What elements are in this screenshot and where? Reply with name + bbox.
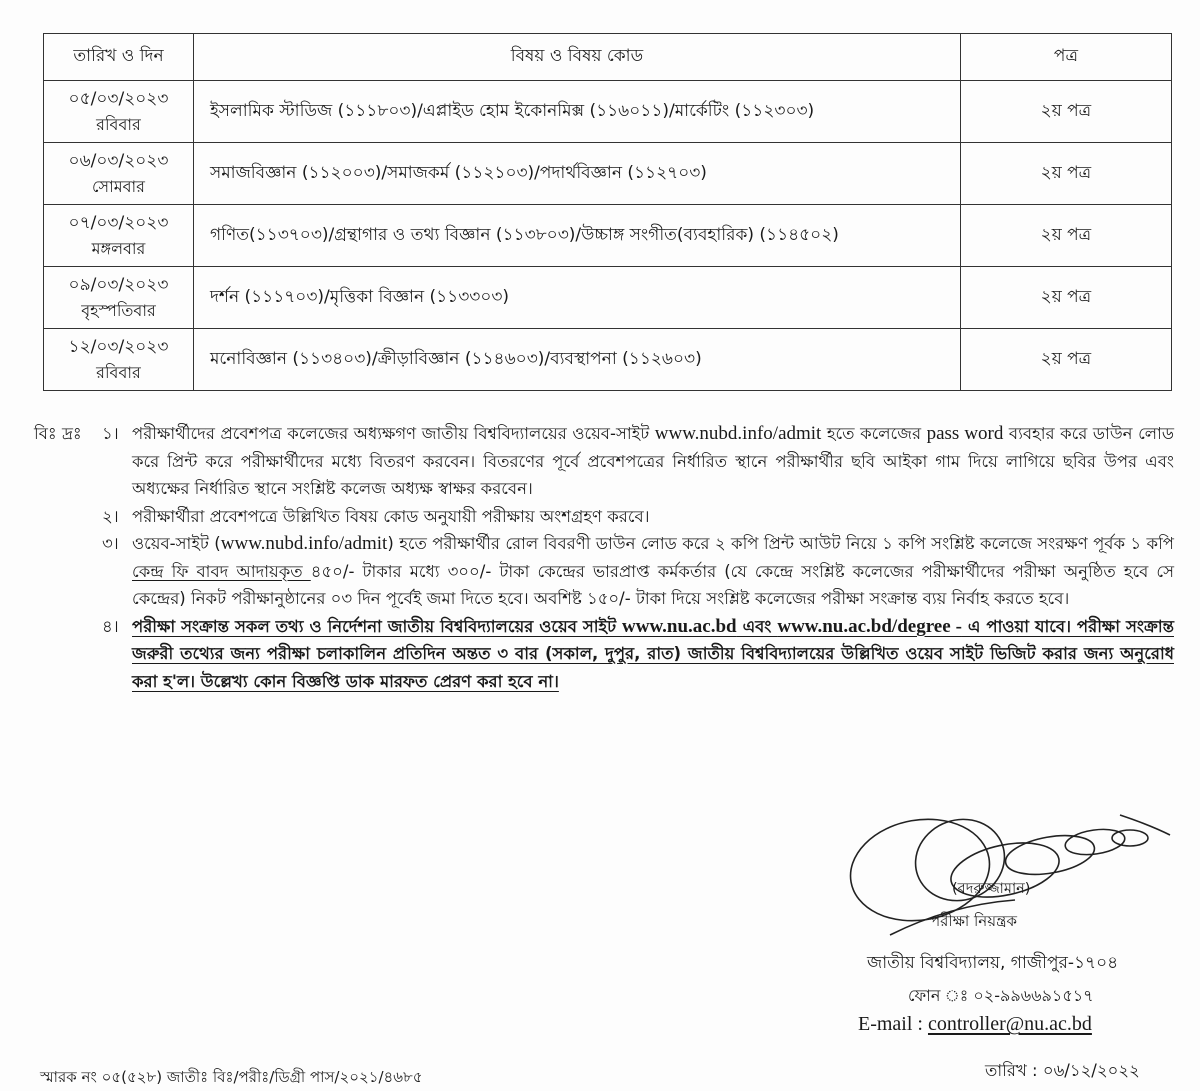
- date-cell: [44, 267, 194, 329]
- issue-date: তারিখ : ০৬/১২/২০২২: [985, 1061, 1140, 1080]
- admit-url-link[interactable]: www.nubd.info/admit: [654, 423, 822, 444]
- note-number: ৩।: [102, 534, 119, 553]
- header-subject: বিষয় ও বিষয় কোড: [193, 34, 960, 81]
- note-text-part: ব্যবহার করে ডাউন লোড করে প্রিন্ট করে পরীক্ষার্থীদের মধ্যে বিতরণ করবেন। বিতরণের পূর্বে প্রবেশপত্রের নির্ধারিত স্থানে পরীক্ষার্থীর ছবি আইকা গাম দিয়ে লাগিয়ে ছবির উপর এবং অধ্যক্ষের নির্ধারিত স্থানে সংশ্লিষ্ট কলেজ অধ্যক্ষ স্বাক্ষর করবেন।: [132, 424, 1174, 498]
- table-header-row: [44, 34, 1172, 81]
- exam-date: ০৭/০৩/২০২৩: [68, 212, 169, 233]
- note-text: [104, 530, 1174, 613]
- note-number: ২।: [102, 506, 119, 526]
- email-link[interactable]: controller@nu.ac.bd: [927, 1013, 1092, 1035]
- note-item-3: [34, 530, 1174, 613]
- admit-url-link[interactable]: www.nubd.info/admit: [220, 533, 388, 554]
- exam-date: ০৫/০৩/২০২৩: [68, 88, 169, 109]
- exam-day: সোমবার: [92, 176, 145, 196]
- center-fee-emphasis: কেন্দ্র ফি বাবদ আদায়কৃত: [132, 561, 311, 581]
- exam-day: রবিবার: [96, 362, 141, 382]
- note-text-part: ওয়েব-সাইট (: [132, 534, 221, 553]
- note-text-part: ৪৫০/- টাকার মধ্যে ৩০০/- টাকা কেন্দ্রের ভারপ্রাপ্ত কর্মকর্তার (যে কেন্দ্রে সংশ্লিষ্ট কলেজের পরীক্ষার্থীদের পরীক্ষা অনুষ্ঠিত হবে সে কেন্দ্রের) নিকট পরীক্ষানুষ্ঠানের ০৩ দিন পূর্বেই জমা দিতে হবে। অবশিষ্ট ১৫০/- টাকা দিয়ে সংশ্লিষ্ট কলেজের পরীক্ষা সংক্রান্ত ব্যয় নির্বাহ করতে হবে।: [132, 561, 1174, 608]
- note-item-2: [34, 503, 1174, 531]
- signatory-title: পরীক্ষা নিয়ন্ত্রক: [930, 912, 1017, 930]
- exam-date: ০৬/০৩/২০২৩: [68, 150, 169, 171]
- table-row: [44, 329, 1172, 391]
- organization-address: জাতীয় বিশ্ববিদ্যালয়, গাজীপুর-১৭০৪: [867, 953, 1119, 973]
- nu-degree-link[interactable]: www.nu.ac.bd/degree -: [777, 615, 962, 637]
- signatory-name: (বদরুজ্জামান): [952, 881, 1031, 897]
- exam-date: ০৯/০৩/২০২৩: [68, 274, 169, 295]
- subjects-cell: ইসলামিক স্টাডিজ (১১১৮০৩)/এপ্লাইড হোম ইকোনমিক্স (১১৬০১১)/মার্কেটিং (১১২৩০৩): [193, 81, 960, 143]
- note-text-part: পরীক্ষা সংক্রান্ত সকল তথ্য ও নির্দেশনা জাতীয় বিশ্ববিদ্যালয়ের ওয়েব সাইট: [132, 616, 623, 636]
- note-item-1: [34, 420, 1174, 503]
- paper-cell: ২য় পত্র: [960, 205, 1171, 267]
- note-text-part: ) হতে পরীক্ষার্থীর রোল বিবরণী ডাউন লোড করে ২ কপি প্রিন্ট আউট নিয়ে ১ কপি সংশ্লিষ্ট কলেজে সংরক্ষণ পূর্বক ১ কপি: [387, 534, 1175, 553]
- date-cell: [44, 81, 194, 143]
- date-cell: [44, 329, 194, 391]
- note-text-part: এবং: [736, 616, 778, 636]
- note-text: [104, 420, 1174, 503]
- header-paper: পত্র: [960, 34, 1171, 81]
- notes-lead-label: বিঃ দ্রঃ: [34, 424, 82, 443]
- date-cell: [44, 205, 194, 267]
- paper-cell: ২য় পত্র: [960, 329, 1171, 391]
- subjects-cell: দর্শন (১১১৭০৩)/মৃত্তিকা বিজ্ঞান (১১৩৩০৩): [193, 267, 960, 329]
- note-number: ১।: [102, 424, 119, 443]
- paper-cell: ২য় পত্র: [960, 143, 1171, 205]
- email-line: [858, 1013, 1092, 1036]
- note-text-part: পরীক্ষার্থীদের প্রবেশপত্র কলেজের অধ্যক্ষগণ জাতীয় বিশ্ববিদ্যালয়ের ওয়েব-সাইট: [132, 424, 655, 443]
- note-text-part: হতে কলেজের: [821, 424, 927, 443]
- phone-number: ফোন ঃ ০২-৯৯৬৬৯১৫১৭: [908, 986, 1094, 1005]
- table-row: [44, 81, 1172, 143]
- nu-website-link[interactable]: www.nu.ac.bd: [622, 615, 737, 637]
- note-text-part: এ পাওয়া যাবে। পরীক্ষা সংক্রান্ত জরুরী তথ্যের জন্য পরীক্ষা চলাকালিন প্রতিদিন অন্তত ৩ বার (সকাল, দুপুর, রাত) জাতীয় বিশ্ববিদ্যালয়ের উল্লিখিত ওয়েব সাইট ভিজিট করার জন্য অনুরোধ করা হ'ল। উল্লেখ্য কোন বিজ্ঞপ্তি ডাক মারফত প্রেরণ করা হবে না।: [132, 616, 1174, 691]
- notes-section: [34, 420, 1174, 695]
- table-row: [44, 205, 1172, 267]
- subjects-cell: গণিত(১১৩৭০৩)/গ্রন্থাগার ও তথ্য বিজ্ঞান (১১৩৮০৩)/উচ্চাঙ্গ সংগীত(ব্যবহারিক) (১১৪৫০২): [193, 205, 960, 267]
- note-text: পরীক্ষার্থীরা প্রবেশপত্রে উল্লিখিত বিষয় কোড অনুযায়ী পরীক্ষায় অংশগ্রহণ করবে।: [132, 506, 650, 526]
- note-text: [104, 613, 1174, 696]
- memo-number: স্মারক নং ০৫(৫২৮) জাতীঃ বিঃ/পরীঃ/ডিগ্রী পাস/২০২১/৪৬৮৫: [40, 1068, 423, 1086]
- exam-day: বৃহস্পতিবার: [81, 300, 156, 320]
- paper-cell: ২য় পত্র: [960, 81, 1171, 143]
- date-cell: [44, 143, 194, 205]
- subjects-cell: সমাজবিজ্ঞান (১১২০০৩)/সমাজকর্ম (১১২১০৩)/পদার্থবিজ্ঞান (১১২৭০৩): [193, 143, 960, 205]
- note-number: ৪।: [102, 616, 119, 636]
- note-item-4: [34, 613, 1174, 696]
- exam-day: রবিবার: [96, 114, 141, 134]
- table-row: [44, 143, 1172, 205]
- exam-schedule-table: [43, 33, 1172, 391]
- password-term: pass word: [926, 423, 1004, 444]
- table-row: [44, 267, 1172, 329]
- subjects-cell: মনোবিজ্ঞান (১১৩৪০৩)/ক্রীড়াবিজ্ঞান (১১৪৬০৩)/ব্যবস্থাপনা (১১২৬০৩): [193, 329, 960, 391]
- email-label: E-mail :: [858, 1013, 928, 1035]
- exam-date: ১২/০৩/২০২৩: [68, 336, 169, 357]
- header-date: তারিখ ও দিন: [44, 34, 194, 81]
- paper-cell: ২য় পত্র: [960, 267, 1171, 329]
- exam-day: মঙ্গলবার: [91, 238, 146, 258]
